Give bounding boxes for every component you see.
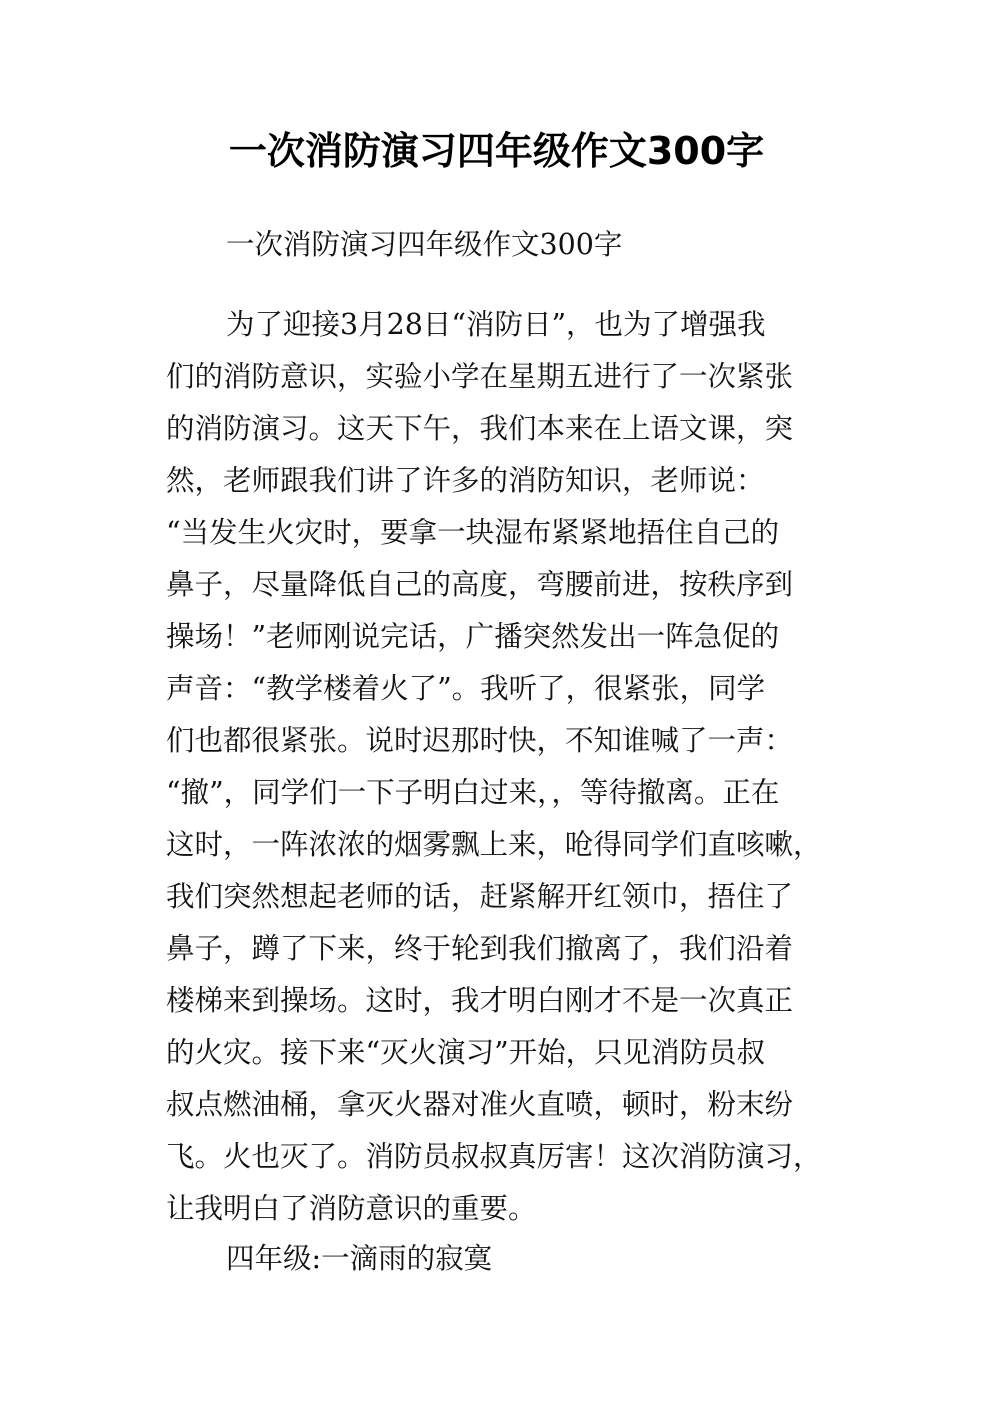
paragraph-line: “当发生火灾时，要拿一块湿布紧紧地捂住自己的 [166, 516, 780, 549]
paragraph-line: 操场！”老师刚说完话，广播突然发出一阵急促的 [166, 620, 780, 653]
paragraph-line: 们的消防意识，实验小学在星期五进行了一次紧张 [166, 360, 794, 393]
paragraph-line: 的火灾。接下来“灭火演习”开始，只见消防员叔 [166, 1036, 766, 1069]
paragraph-line: 们也都很紧张。说时迟那时快，不知谁喊了一声： [166, 724, 794, 757]
paragraph-line: 让我明白了消防意识的重要。 [166, 1192, 537, 1225]
paragraph-line: 这时，一阵浓浓的烟雾飘上来，呛得同学们直咳嗽， [166, 828, 822, 861]
paragraph-line: 楼梯来到操场。这时，我才明白刚才不是一次真正 [166, 984, 794, 1017]
paragraph-line: 为了迎接3月28日“消防日”，也为了增强我 [226, 308, 766, 341]
paragraph-line: 鼻子，蹲了下来，终于轮到我们撤离了，我们沿着 [166, 932, 794, 965]
document-title: 一次消防演习四年级作文300字 [228, 129, 765, 173]
paragraph-line: 声音：“教学楼着火了”。我听了，很紧张，同学 [166, 672, 766, 705]
paragraph-line: 叔点燃油桶，拿灭火器对准火直喷，顿时，粉末纷 [166, 1088, 794, 1121]
paragraph-line: “撤”，同学们一下子明白过来，，等待撤离。正在 [166, 776, 780, 809]
paragraph-line: 的消防演习。这天下午，我们本来在上语文课，突 [166, 412, 794, 445]
paragraph-line: 飞。火也灭了。消防员叔叔真厉害！这次消防演习， [166, 1140, 822, 1173]
paragraph-line: 然，老师跟我们讲了许多的消防知识，老师说： [166, 464, 765, 497]
subtitle-line: 一次消防演习四年级作文300字 [226, 228, 623, 261]
paragraph-line: 我们突然想起老师的话，赶紧解开红领巾，捂住了 [166, 880, 794, 913]
next-article-title: 四年级:一滴雨的寂寞 [226, 1242, 493, 1275]
paragraph-line: 鼻子，尽量降低自己的高度，弯腰前进，按秩序到 [166, 568, 794, 601]
